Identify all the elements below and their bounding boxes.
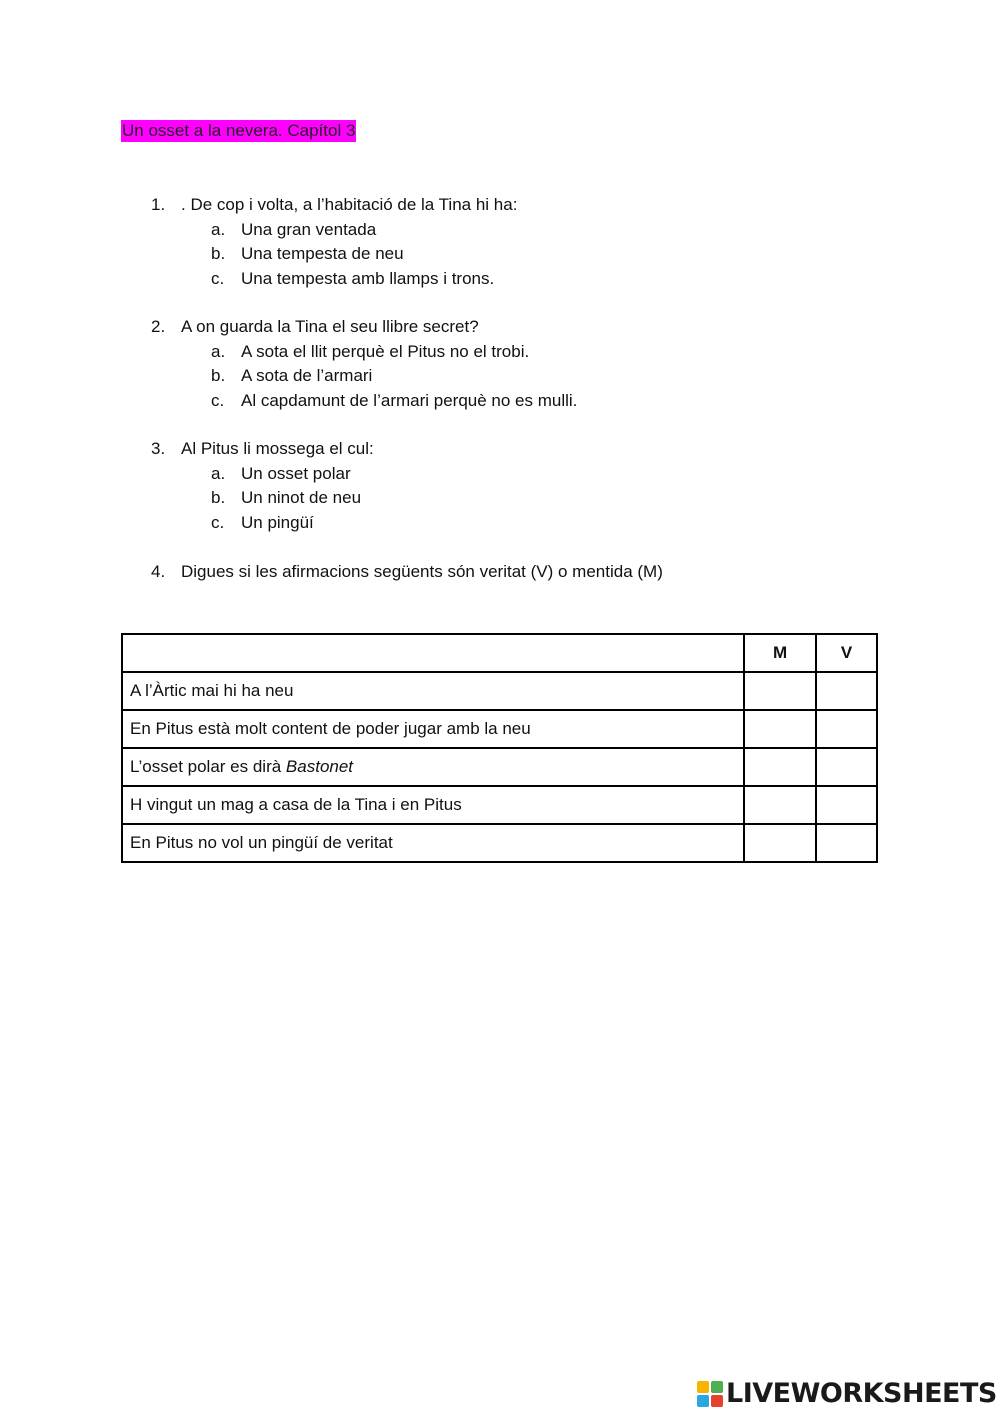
question-number: 1. [151,195,166,214]
question-1 [151,193,517,291]
question-2 [151,315,577,413]
answer-option-c[interactable] [211,511,374,536]
answer-options [211,340,577,414]
option-text: A sota de l’armari [241,366,373,385]
true-false-table [121,633,878,863]
option-letter: a. [211,341,226,361]
option-letter: b. [211,488,226,507]
option-text: Una tempesta amb llamps i trons. [241,268,495,288]
answer-option-a[interactable] [211,462,374,487]
answer-cell-v[interactable] [816,824,877,862]
statement-header-cell [122,634,744,672]
option-text: Un pingüí [241,512,314,532]
liveworksheets-logo [697,1378,997,1409]
statement-italic-text: Bastonet [285,757,354,776]
answer-option-c[interactable] [211,389,577,414]
answer-cell-v[interactable] [816,786,877,824]
option-text: Un ninot de neu [241,488,362,507]
answer-cell-v[interactable] [816,748,877,786]
statement-text: En Pitus està molt content de poder jugar amb la neu [130,719,531,738]
option-letter: c. [211,512,225,532]
answer-option-b[interactable] [211,486,374,511]
question-number: 2. [151,317,166,336]
question-number: 3. [151,439,166,458]
option-text: Una gran ventada [241,219,377,239]
logo-square [697,1395,709,1407]
table-row [122,672,877,710]
statement-text: A l’Àrtic mai hi ha neu [130,681,294,700]
logo-square [697,1381,709,1393]
answer-cell-v[interactable] [816,672,877,710]
logo-square [711,1381,723,1393]
statement-cell [122,672,744,710]
option-letter: c. [211,268,225,288]
answer-option-b[interactable] [211,242,517,267]
answer-cell-m[interactable] [744,824,816,862]
question-3 [151,437,374,535]
table-row [122,824,877,862]
question-text: A on guarda la Tina el seu llibre secret? [181,317,479,336]
option-letter: b. [211,244,226,263]
option-letter: b. [211,366,226,385]
question-4 [151,560,663,585]
statement-text: H vingut un mag a casa de la Tina i en Pitus [130,795,462,814]
answer-cell-v[interactable] [816,710,877,748]
question-text: Digues si les afirmacions següents són veritat (V) o mentida (M) [181,562,663,581]
option-text: Al capdamunt de l’armari perquè no es mulli. [241,390,578,410]
logo-square [711,1395,723,1407]
answer-options [211,218,517,292]
veritat-header: V [816,634,877,672]
worksheet-title: Un osset a la nevera. Capítol 3 [122,121,356,140]
statement-cell [122,786,744,824]
option-letter: c. [211,390,225,410]
statement-cell [122,710,744,748]
answer-cell-m[interactable] [744,786,816,824]
logo-wordmark: LIVEWORKSHEETS [726,1378,997,1409]
question-text: . De cop i volta, a l’habitació de la Tina hi ha: [181,195,518,214]
option-letter: a. [211,463,226,483]
answer-option-a[interactable] [211,218,517,243]
option-text: Un osset polar [241,463,351,483]
answer-options [211,462,374,536]
table-header-row [122,634,877,672]
answer-option-b[interactable] [211,364,577,389]
answer-cell-m[interactable] [744,672,816,710]
statement-text: L’osset polar es dirà [130,757,286,776]
answer-option-a[interactable] [211,340,577,365]
table-row [122,786,877,824]
answer-option-c[interactable] [211,267,517,292]
statement-cell [122,748,744,786]
option-text: Una tempesta de neu [241,244,404,263]
question-number: 4. [151,562,166,581]
statement-text: En Pitus no vol un pingüí de veritat [130,833,393,852]
answer-cell-m[interactable] [744,748,816,786]
mentida-header: M [744,634,816,672]
table-row [122,748,877,786]
liveworksheets-logo-icon [697,1381,723,1407]
option-letter: a. [211,219,226,239]
answer-cell-m[interactable] [744,710,816,748]
table-row [122,710,877,748]
question-text: Al Pitus li mossega el cul: [181,439,374,458]
statement-cell [122,824,744,862]
option-text: A sota el llit perquè el Pitus no el trobi. [241,341,530,361]
